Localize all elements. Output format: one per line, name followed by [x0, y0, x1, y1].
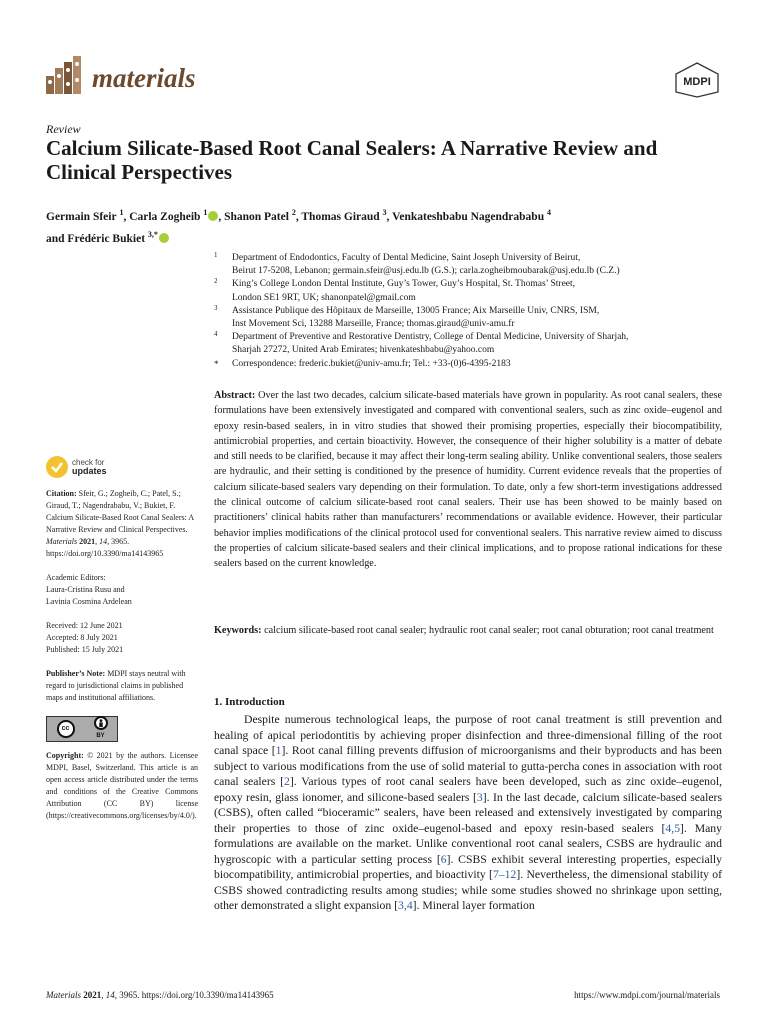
footer-doi[interactable]: , 3965. https://doi.org/10.3390/ma14143965	[114, 990, 274, 1000]
affiliation-item	[214, 252, 726, 278]
footer-journal-url[interactable]: https://www.mdpi.com/journal/materials	[574, 990, 720, 1000]
journal-logo[interactable]	[46, 56, 196, 94]
affiliation-line: Department of Preventive and Restorative Dentistry, College of Dental Medicine, University of Sharjah,	[232, 332, 629, 343]
introduction-segment: ]. Mineral layer formation	[412, 899, 535, 912]
check-for-label: check for	[72, 458, 105, 467]
author-sup: 2	[291, 208, 296, 217]
author-name: Shanon Patel	[224, 210, 289, 223]
accepted-date: Accepted: 8 July 2021	[46, 633, 118, 642]
editors-label: Academic Editors:	[46, 573, 106, 582]
citation-text: Sfeir, G.; Zogheib, C.; Patel, S.; Giraud, T.; Nagendrababu, V.; Bukiet, F. Calcium Silicate-Based Root Canal Sealers: A Narrative Review and Clinical Perspectives.	[46, 489, 194, 534]
affiliation-line: Sharjah 27272, United Arab Emirates; hivenkateshbabu@yahoo.com	[232, 345, 495, 356]
cc-by-label: BY	[96, 733, 105, 739]
reference-link[interactable]: 3	[476, 790, 483, 804]
author-name: Carla Zogheib	[129, 210, 201, 223]
affiliation-line: Inst Movement Sci, 13288 Marseille, France; thomas.giraud@univ-amu.fr	[232, 319, 515, 330]
footer-year: 2021	[83, 990, 102, 1000]
orcid-icon[interactable]	[159, 233, 169, 243]
updates-label: updates	[72, 466, 107, 476]
article-type: Review	[46, 122, 81, 136]
affiliation-number: 1	[214, 251, 218, 259]
creative-commons-icon: cc	[57, 720, 75, 738]
correspondence-line: Correspondence: frederic.bukiet@univ-amu.fr; Tel.: +33-(0)6-4395-2183	[232, 358, 511, 369]
dates-block	[46, 620, 198, 656]
copyright-block	[46, 750, 198, 822]
citation-journal: Materials	[46, 537, 78, 546]
citation-doi[interactable]: , 3965. https://doi.org/10.3390/ma14143965	[46, 537, 164, 558]
author-sup: 1	[119, 208, 124, 217]
publisher-note-text: MDPI stays neutral with regard to jurisdictional claims in published maps and institutional affiliations.	[46, 669, 186, 702]
copyright-label: Copyright:	[46, 751, 84, 760]
publisher-note-label: Publisher’s Note:	[46, 669, 106, 678]
author-sup: 3	[382, 208, 387, 217]
reference-link[interactable]: 2	[284, 775, 290, 788]
affiliation-item	[214, 305, 726, 331]
citation-year: 2021	[79, 537, 96, 546]
affiliation-line: Beirut 17-5208, Lebanon; germain.sfeir@usj.edu.lb (G.S.); carla.zogheibmoubarak@usj.edu.lb (C.Z.)	[232, 266, 620, 277]
affiliation-item	[214, 331, 726, 357]
introduction-segment: ]. In the last decade, calcium silicate-based sealers (CSBS), often called “bioceramic” sealers, have been released and extensively investigated by comparing their properties to those of zinc oxide–eugenol-based and epoxy resin-based sealers [	[214, 790, 722, 835]
footer-volume: 14	[105, 990, 115, 1000]
reference-link[interactable]: 6	[440, 852, 447, 866]
citation-block: Citation: Sfeir, G.; Zogheib, C.; Patel, S.; Giraud, T.; Nagendrababu, V.; Bukiet, F. Calcium Silicate-Based Root Canal Sealers: A Narrative Review and Clinical Perspectives. Materials 2021, 14, 3965. https://doi.org/10.3390/ma14143965	[46, 489, 194, 558]
section-heading: 1. Introduction	[214, 696, 285, 708]
reference-link[interactable]: 3,4	[398, 899, 413, 912]
affiliation-line: Department of Endodontics, Faculty of Dental Medicine, Saint Joseph University of Beirut,	[232, 253, 581, 263]
introduction-segment: ]. Many formulations are available on the market. Unlike conventional root canal sealers, CSBS are hydraulic and hygroscopic with a particular setting process [	[214, 821, 722, 866]
editors-block	[46, 572, 198, 608]
article-sidebar	[46, 456, 198, 822]
publisher-name: MDPI	[683, 76, 711, 88]
citation-volume: 14	[99, 537, 108, 546]
reference-link[interactable]: 1	[275, 744, 282, 757]
reference-link[interactable]: 7–12	[492, 868, 517, 881]
editor-name: Lavinia Cosmina Ardelean	[46, 597, 132, 606]
affiliation-item	[214, 278, 726, 304]
editor-name: Laura-Cristina Rusu and	[46, 585, 125, 594]
attribution-person-icon	[94, 716, 108, 730]
footer-citation: Materials 2021, 14, 3965. https://doi.org/10.3390/ma14143965	[46, 990, 274, 1000]
introduction-segment: ]. Various types of root canal sealers have been developed, such as zinc oxide–eugenol, epoxy resin, glass ionomer, and silicone-based sealers [	[214, 775, 723, 804]
received-date: Received: 12 June 2021	[46, 621, 123, 630]
affiliation-number: *	[214, 358, 219, 369]
abstract	[214, 388, 722, 572]
copyright-text: © 2021 by the authors. Licensee MDPI, Basel, Switzerland. This article is an open access article distributed under the terms and conditions of the Creative Commons Attribution (CC BY) license (https://creativecommons.org/licenses/by/4.0/).	[46, 751, 199, 820]
introduction-segment: Despite numerous technological leaps, the purpose of root canal treatment is still prevention and healing of apical periodontitis by achieving proper disinfection and three-dimensional filling of the root canal space [	[214, 713, 722, 757]
author-name: Frédéric Bukiet	[67, 232, 146, 245]
check-updates-icon	[46, 456, 68, 478]
affiliations	[214, 252, 726, 371]
introduction-segment: ]. Nevertheless, the dimensional stability of CSBS showed contradicting results among studies; while some studies showed no shrinkage upon setting, other demonstrated a slight expansion [	[214, 868, 723, 912]
correspondence-item	[214, 358, 726, 371]
introduction-segment: ]. CSBS exhibit several interesting properties, especially biocompatibility, antimicrobial properties, and bioactivity [	[214, 852, 722, 881]
affiliation-number: 2	[214, 277, 218, 286]
introduction-segment: ]. Root canal filling prevents diffusion of microorganisms and their byproducts and has been subject to various modifications from the use of solid material to gutta-percha cones in association with root canal sealers [	[214, 744, 722, 788]
author-name: Germain Sfeir	[46, 210, 117, 223]
abstract-label: Abstract:	[214, 390, 256, 401]
keywords-label: Keywords:	[214, 625, 262, 636]
introduction-text	[214, 712, 722, 914]
check-for-updates-badge[interactable]	[46, 456, 198, 478]
published-date: Published: 15 July 2021	[46, 645, 124, 654]
mdpi-logo-icon[interactable]	[674, 62, 720, 98]
author-name: Thomas Giraud	[301, 210, 380, 223]
keywords-text: calcium silicate-based root canal sealer; hydraulic root canal sealer; root canal obturation; root canal treatment	[264, 625, 714, 636]
author-sup: 3,*	[147, 229, 158, 239]
footer-journal: Materials	[46, 990, 81, 1000]
article-title: Calcium Silicate-Based Root Canal Sealers: A Narrative Review and Clinical Perspectives	[46, 136, 658, 184]
reference-link[interactable]: 4,5	[665, 821, 681, 835]
keywords	[214, 623, 722, 638]
materials-logo-icon	[46, 56, 88, 94]
author-sup: 4	[546, 208, 551, 217]
journal-header	[46, 52, 722, 108]
introduction-body	[214, 713, 722, 912]
affiliation-number: 3	[214, 303, 218, 312]
journal-name: materials	[92, 63, 196, 93]
author-sup: 1	[203, 208, 208, 217]
affiliation-line: London SE1 9RT, UK; shanonpatel@gmail.com	[232, 292, 416, 303]
affiliation-line: Assistance Publique des Hôpitaux de Marseille, 13005 France; Aix Marseille Univ, CNRS, ISM,	[232, 305, 600, 316]
cc-by-license-badge[interactable]	[46, 716, 118, 742]
abstract-text: Over the last two decades, calcium silicate-based materials have grown in popularity. As root canal sealers, these formulations have been extensively investigated and compared with conventional sealers, such as zinc oxide–eugenol and epoxy resin-based sealers, in in vitro studies that showed their promising properties, especially their biocompatibility, antimicrobial properties, and certain bioactivity. However, the consequence of their higher solubility is a matter of debate and still needs to be clarified, because it may affect their long-term sealing ability. Unlike conventional sealers, those sealers are hydraulic, and their setting is conditioned by the presence of humidity. Current evidence reveals that the properties of calcium silicate-based sealers vary depending on their formulation. To date, only a few short-term investigations addressed the clinical outcome of calcium silicate-based root canal sealers. Their use has been showed to be mainly based on practitioners’ clinical habits rather than manufacturers’ recommendations or available evidence. However, their particular behavior implies modifications of the clinical protocol used for conventional sealers. This narrative review aimed to discuss the properties of calcium silicate-based sealers and their clinical implications, and to propose rational indications for these sealers based on the current knowledge.	[214, 390, 723, 570]
affiliation-line: King’s College London Dental Institute, Guy’s Tower, Guy’s Hospital, St. Thomas’ Street,	[232, 279, 576, 290]
orcid-icon[interactable]	[208, 211, 218, 221]
citation-label: Citation:	[46, 489, 77, 498]
author-list: Germain Sfeir $^1$, Carla Zogheib $^1$ , Shanon Patel $^2$, Thomas Giraud $^3$, Venkateshbabu Nagendrababu $^4$ and Frédéric Bukiet $^{3,*}$	[46, 208, 551, 245]
publisher-note	[46, 668, 198, 704]
author-name: Venkateshbabu Nagendrababu	[392, 210, 545, 223]
affiliation-number: 4	[214, 330, 218, 339]
